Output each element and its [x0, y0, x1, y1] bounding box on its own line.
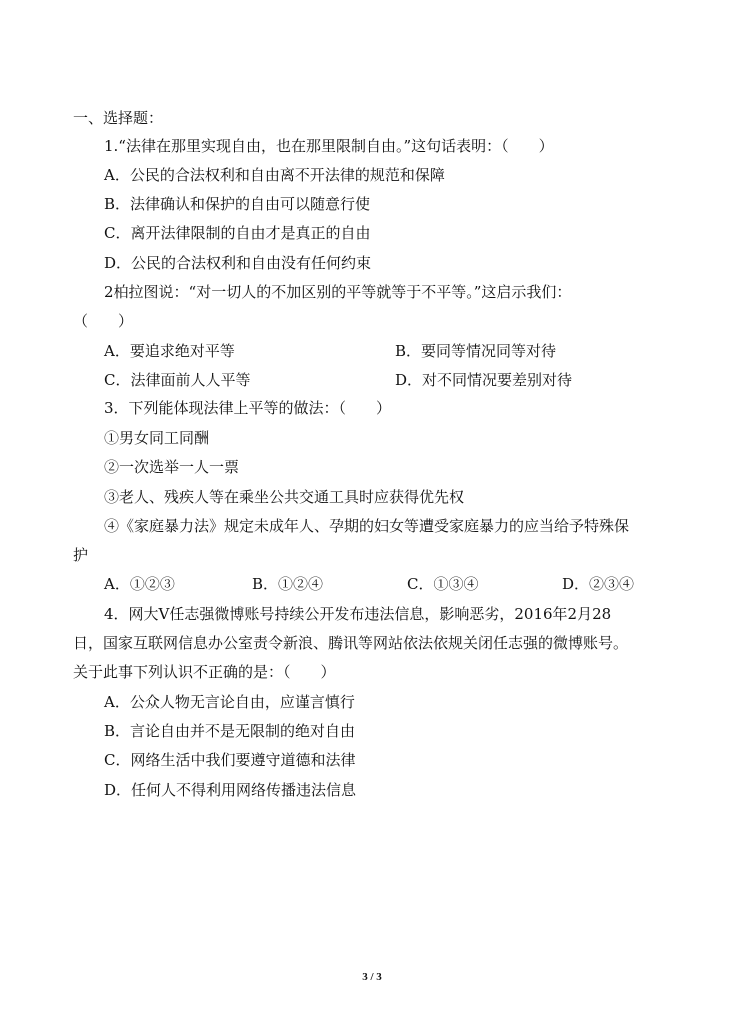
question-4-option-d: D．任何人不得利用网络传播违法信息 [104, 781, 357, 799]
page-number: 3 / 3 [362, 971, 382, 983]
question-3-option-a: A．①②③ [104, 575, 175, 593]
question-3-item-2: ②一次选举一人一票 [104, 458, 240, 476]
question-4-option-b: B．言论自由并不是无限制的绝对自由 [104, 722, 356, 740]
question-2-option-b: B．要同等情况同等对待 [395, 342, 557, 360]
question-3-item-3: ③老人、残疾人等在乘坐公共交通工具时应获得优先权 [104, 488, 465, 506]
question-1-option-c: C．离开法律限制的自由才是真正的自由 [104, 224, 371, 242]
question-3-option-d: D．②③④ [562, 575, 635, 593]
question-3-option-c: C．①③④ [407, 575, 479, 593]
question-2-option-d: D．对不同情况要差别对待 [395, 371, 573, 389]
question-4-stem-line3: 关于此事下列认识不正确的是：（ ） [73, 663, 336, 681]
question-1-option-d: D．公民的合法权利和自由没有任何约束 [104, 254, 372, 272]
question-3-stem: 3．下列能体现法律上平等的做法：（ ） [104, 399, 392, 417]
question-2-option-c: C．法律面前人人平等 [104, 371, 251, 389]
question-4-stem-line1: 4．网大V任志强微博账号持续公开发布违法信息，影响恶劣，2016年2月28 [104, 605, 612, 623]
question-2-option-a: A．要追求绝对平等 [104, 342, 235, 360]
question-4-option-c: C．网络生活中我们要遵守道德和法律 [104, 751, 356, 769]
question-3-item-4-continued: 护 [73, 546, 89, 564]
question-3-item-1: ①男女同工同酬 [104, 429, 210, 447]
question-3-option-b: B．①②④ [252, 575, 324, 593]
question-2-stem-line1: 2柏拉图说：“对一切人的不加区别的平等就等于不平等。”这启示我们： [104, 283, 572, 301]
question-2-stem-line2: （ ） [73, 312, 134, 330]
question-4-stem-line2: 日，国家互联网信息办公室责令新浪、腾讯等网站依法依规关闭任志强的微博账号。 [73, 634, 629, 652]
question-3-item-4: ④《家庭暴力法》规定未成年人、孕期的妇女等遭受家庭暴力的应当给予特殊保 [104, 517, 630, 535]
section-title: 一、选择题： [73, 109, 164, 127]
question-1-option-a: A．公民的合法权利和自由离不开法律的规范和保障 [104, 166, 445, 184]
question-4-option-a: A．公众人物无言论自由，应谨言慎行 [104, 693, 355, 711]
question-1-option-b: B．法律确认和保护的自由可以随意行使 [104, 195, 371, 213]
question-1-stem: 1.“法律在那里实现自由，也在那里限制自由。”这句话表明：（ ） [104, 137, 554, 155]
